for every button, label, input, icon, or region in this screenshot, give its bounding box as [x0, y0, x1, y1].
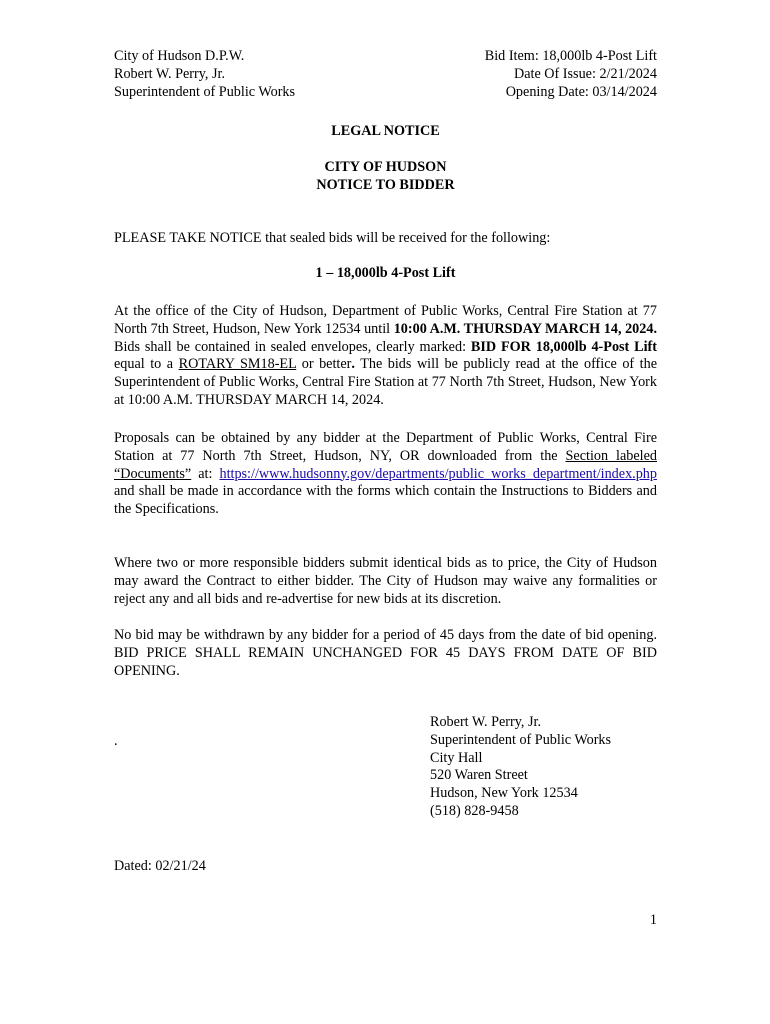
para1-text-4: or better	[296, 356, 352, 373]
para1-equipment-model: ROTARY SM18-EL	[178, 356, 297, 373]
bid-item-line: 1 – 18,000lb 4-Post Lift	[315, 265, 456, 281]
bid-location-paragraph	[114, 303, 657, 410]
para2-text-3: and shall be made in accordance with the forms which contain the Instructions to Bidders and the Specifications.	[114, 483, 657, 518]
para1-text-2: Bids shall be contained in sealed envelopes, clearly marked:	[114, 338, 471, 355]
signature-block	[430, 714, 670, 821]
intro-paragraph: PLEASE TAKE NOTICE that sealed bids will be received for the following:	[114, 230, 551, 246]
header-right-block	[337, 48, 657, 101]
para2-text-1: Proposals can be obtained by any bidder at the Department of Public Works, Central Fire Station at 77 North 7th Street, Hudson, NY, OR downloaded from the	[114, 430, 657, 464]
signature-street: 520 Waren Street	[430, 767, 528, 784]
signature-city: Hudson, New York 12534	[430, 785, 578, 802]
identical-bids-paragraph: Where two or more responsible bidders submit identical bids as to price, the City of Hudson may award the Contract to either bidder. The City of Hudson may waive any formalities or reject any and all bids and re-advertise for new bids at its discretion.	[114, 555, 657, 607]
withdrawal-paragraph: No bid may be withdrawn by any bidder for a period of 45 days from the date of bid opening. BID PRICE SHALL REMAIN UNCHANGED FOR 45 DAYS FROM DATE OF BID OPENING.	[114, 627, 657, 679]
para2-documents-section: Section labeled “Documents”	[114, 447, 657, 482]
signature-name: Robert W. Perry, Jr.	[430, 714, 541, 730]
city-title: CITY OF HUDSON	[324, 159, 447, 175]
signature-phone: (518) 828-9458	[430, 802, 519, 819]
signature-office: City Hall	[430, 749, 483, 766]
para1-period: .	[351, 356, 355, 373]
stray-period: .	[114, 733, 118, 749]
header-bid-item: Bid Item: 18,000lb 4-Post Lift	[484, 48, 657, 64]
para1-deadline: 10:00 A.M. THURSDAY MARCH 14, 2024.	[393, 320, 657, 337]
proposals-paragraph	[114, 430, 657, 519]
notice-to-bidder-title: NOTICE TO BIDDER	[316, 177, 455, 193]
header-opening-date: Opening Date: 03/14/2024	[505, 83, 657, 100]
documents-link[interactable]: https://www.hudsonny.gov/departments/public_works_department/index.php	[219, 465, 657, 482]
header-superintendent-name: Robert W. Perry, Jr.	[114, 65, 225, 82]
header-date-of-issue: Date Of Issue: 2/21/2024	[513, 65, 657, 82]
dated-line: Dated: 02/21/24	[114, 858, 206, 874]
para1-text-5: The bids will be publicly read at the office of the Superintendent of Public Works, Central Fire Station at 77 North 7th Street, Hudson, New York at 10:00 A.M. THURSDAY MARCH 14, 2024.	[114, 356, 657, 408]
para1-envelope-mark: BID FOR 18,000lb 4-Post Lift	[470, 338, 657, 355]
para2-text-2: at:	[191, 465, 220, 482]
header-superintendent-title: Superintendent of Public Works	[114, 83, 296, 100]
signature-title: Superintendent of Public Works	[430, 731, 612, 748]
header-department: City of Hudson D.P.W.	[114, 48, 245, 64]
legal-notice-title: LEGAL NOTICE	[331, 123, 440, 139]
page-number: 1	[649, 912, 657, 928]
para1-text-3: equal to a	[114, 356, 179, 373]
para1-text-1: At the office of the City of Hudson, Department of Public Works, Central Fire Station at 77 North 7th Street, Hudson, New York 12534 until	[114, 303, 657, 337]
